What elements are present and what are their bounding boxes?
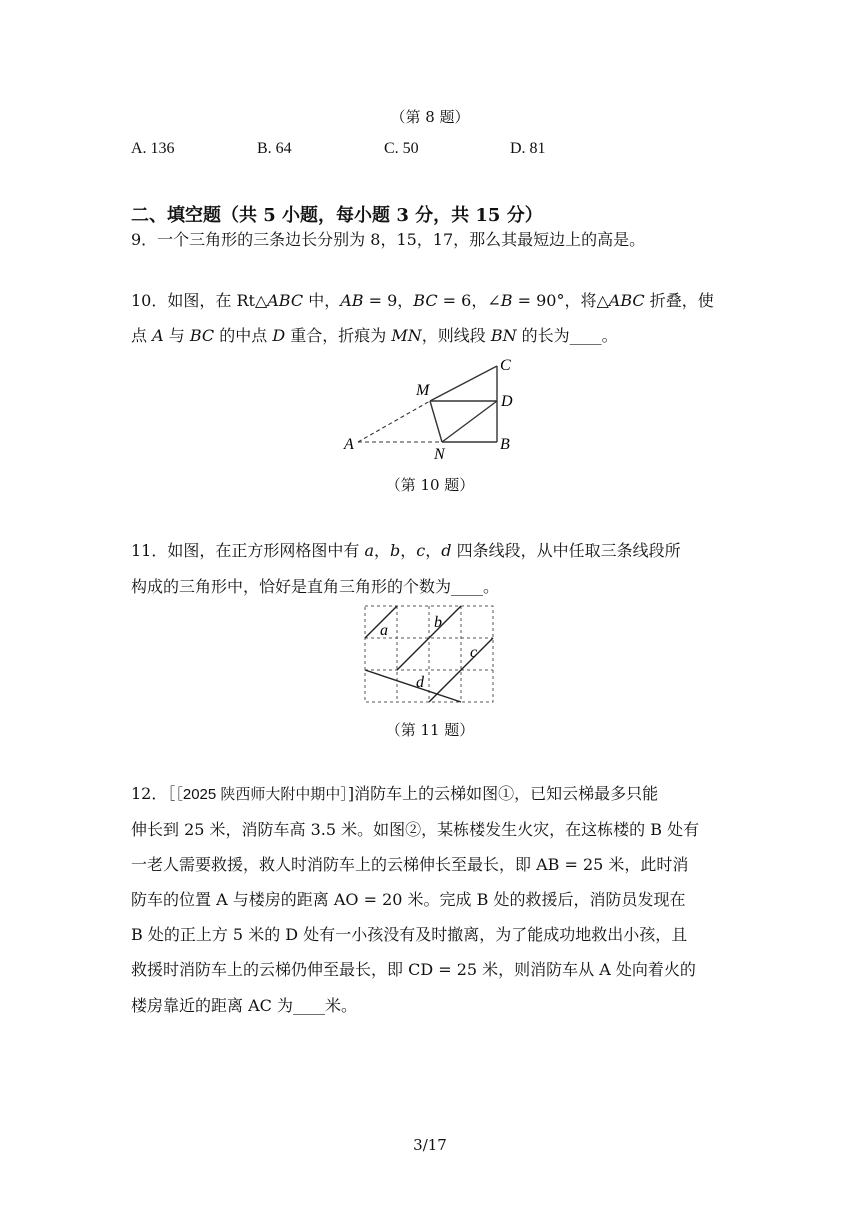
question-10-line-1: 10．如图，在 Rt△ABC 中，AB = 9，BC = 6，∠B = 90°，将△ABC 折叠，使: [131, 291, 714, 310]
option-b: B. 64: [257, 140, 292, 157]
figure-8-caption: （第 8 题）: [390, 108, 470, 126]
question-12-line-5: B 处的正上方 5 米的 D 处有一小孩没有及时撤离，为了能成功地救出小孩，且: [131, 925, 688, 944]
label-a: a: [380, 622, 388, 639]
question-12-line-3: 一老人需要救援，救人时消防车上的云梯伸长至最长，即 AB = 25 米，此时消: [131, 855, 689, 874]
figure-11-grid-diagram: [360, 603, 500, 707]
label-c: C: [500, 357, 511, 374]
question-12-line-6: 救援时消防车上的云梯仍伸至最长，即 CD = 25 米，则消防车从 A 处向着火的: [131, 960, 696, 979]
page-number: 3/17: [413, 1136, 447, 1154]
figure-10-caption: （第 10 题）: [385, 476, 475, 494]
label-d: d: [416, 674, 424, 691]
label-c: c: [470, 644, 478, 661]
question-12-line-2: 伸长到 25 米，消防车高 3.5 米。如图②，某栋楼发生火灾，在这栋楼的 B 处有: [131, 820, 700, 839]
question-12-line-4: 防车的位置 A 与楼房的距离 AO = 20 米。完成 B 处的救援后，消防员发现在: [131, 890, 686, 909]
label-m: M: [416, 382, 430, 399]
label-b: B: [500, 436, 510, 453]
question-12-line-1: 12．［［2025 陕西师大附中期中］]消防车上的云梯如图①，已知云梯最多只能: [131, 784, 659, 803]
figure-11-caption: （第 11 题）: [385, 721, 475, 739]
option-c: C. 50: [384, 140, 419, 157]
label-n: N: [434, 446, 445, 463]
label-a: A: [344, 436, 354, 453]
question-10-line-2: 点 A 与 BC 的中点 D 重合，折痕为 MN，则线段 BN 的长为____。: [131, 326, 618, 345]
question-9: 9．一个三角形的三条边长分别为 8，15，17，那么其最短边上的高是。: [131, 230, 646, 249]
question-12-line-7: 楼房靠近的距离 AC 为____米。: [131, 996, 357, 1015]
option-a: A. 136: [131, 140, 175, 157]
question-11-line-1: 11．如图，在正方形网格图中有 a，b，c，d 四条线段，从中任取三条线段所: [131, 541, 681, 560]
section-title: 二、填空题（共 5 小题，每小题 3 分，共 15 分）: [131, 205, 543, 226]
label-b: b: [434, 614, 442, 631]
figure-10-triangle-diagram: [340, 354, 530, 464]
option-d: D. 81: [510, 140, 546, 157]
question-11-line-2: 构成的三角形中，恰好是直角三角形的个数为____。: [131, 577, 500, 596]
label-d: D: [501, 393, 513, 410]
